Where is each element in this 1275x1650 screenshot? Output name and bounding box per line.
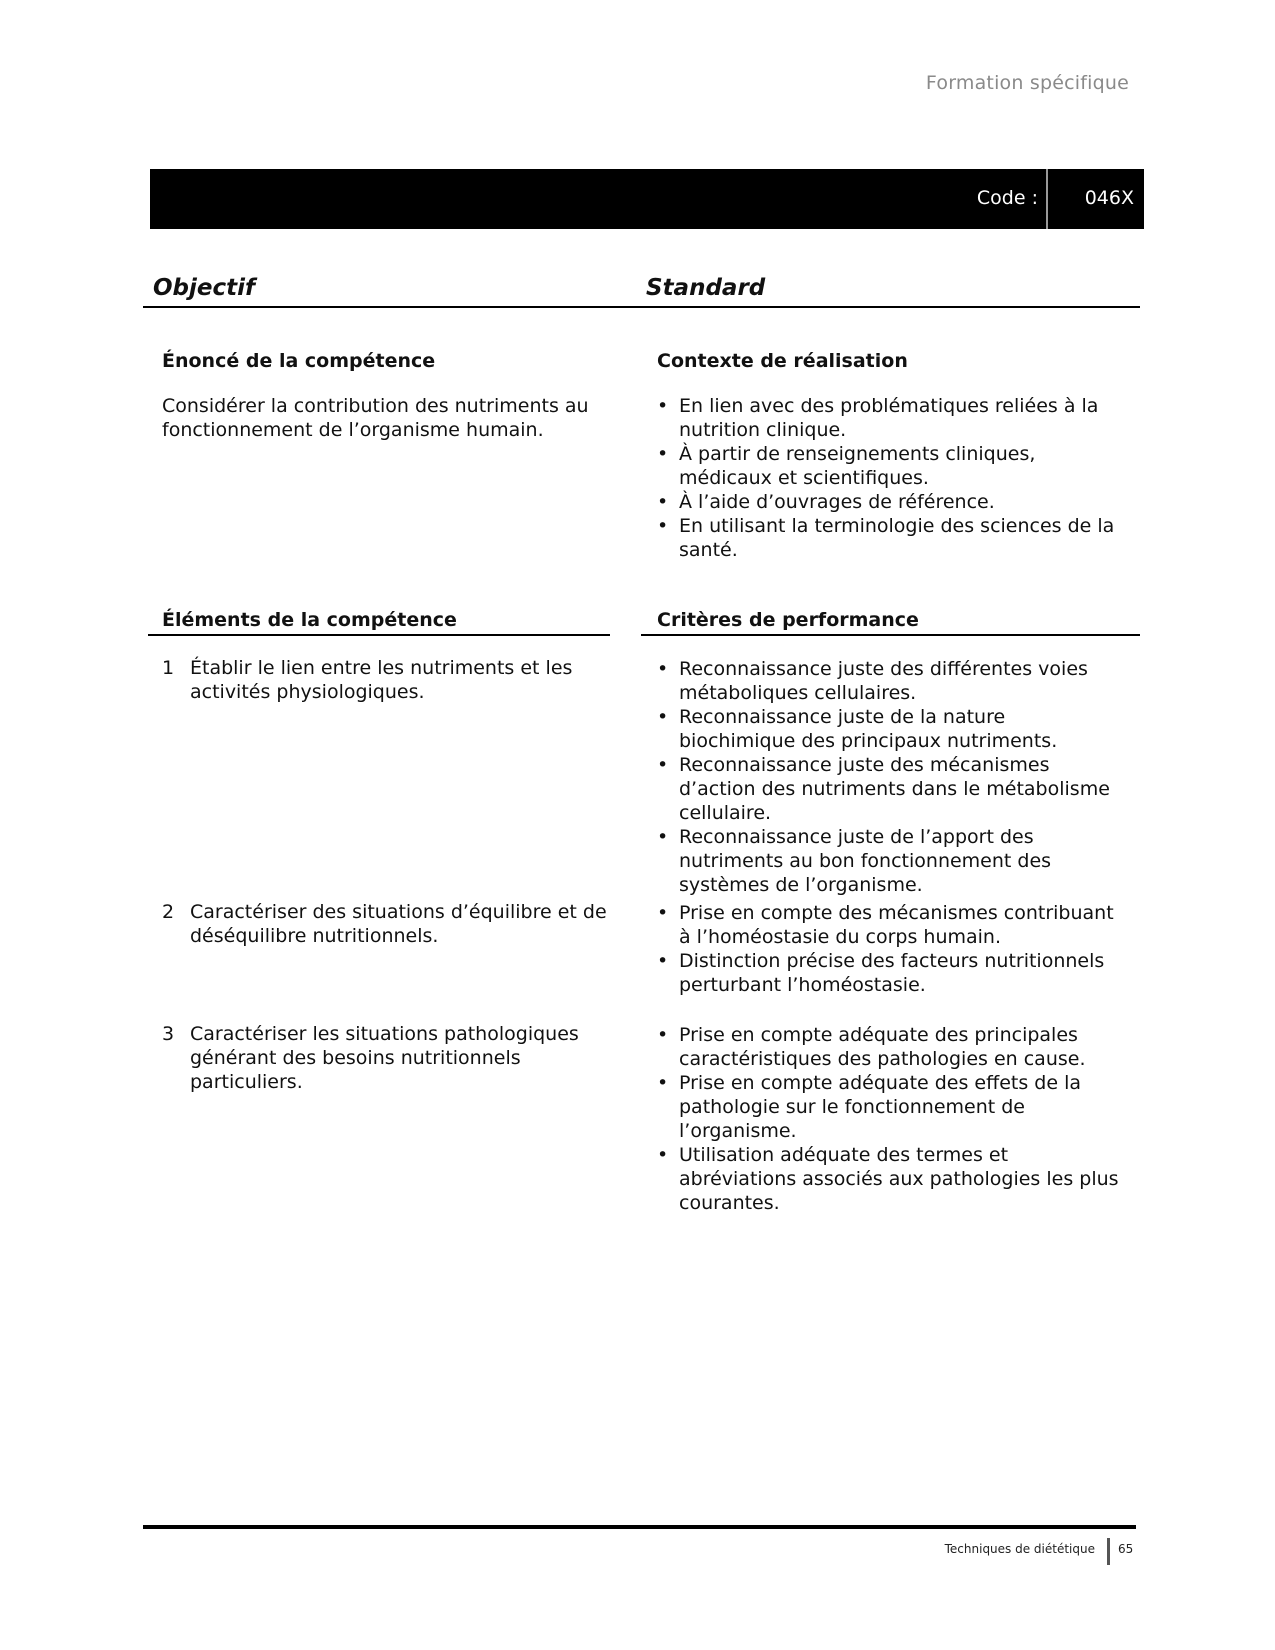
criteres-list [655,901,1127,997]
column-heading-standard: Standard [646,275,766,301]
criteres-rule [641,634,1140,636]
critere-item: • Reconnaissance juste des différentes voies métaboliques cellulaires. [655,657,1127,705]
element-item [162,656,632,704]
running-head: Formation spécifique [925,72,1129,94]
element-number: 2 [162,901,175,923]
criteres-list [655,1023,1127,1215]
enonce-text: Considérer la contribution des nutriments au fonctionnement de l’organisme humain. [162,395,589,441]
criteres-list [655,657,1127,897]
contexte-item: • À partir de renseignements cliniques, médicaux et scientifiques. [655,442,1125,490]
contexte-item: • En lien avec des problématiques reliées à la nutrition clinique. [655,394,1125,442]
contexte-list [655,394,1125,562]
element-number: 3 [162,1023,175,1045]
code-label: Code : [976,187,1038,209]
column-heading-objectif: Objectif [153,275,256,301]
critere-item: • Prise en compte adéquate des principales caractéristiques des pathologies en cause. [655,1023,1127,1071]
column-heading-rule [143,306,1140,308]
element-text: Caractériser des situations d’équilibre et de déséquilibre nutritionnels. [190,901,607,947]
footer-separator [1107,1538,1110,1565]
element-text: Caractériser les situations pathologiques générant des besoins nutritionnels particuliers. [190,1023,579,1093]
criteres-title: Critères de performance [657,609,919,631]
code-divider [1046,169,1048,229]
critere-item: • Reconnaissance juste de l’apport des nutriments au bon fonctionnement des systèmes de l’organisme. [655,825,1127,897]
elements-title: Éléments de la compétence [162,609,457,631]
page-number: 65 [1118,1542,1134,1556]
contexte-item: • En utilisant la terminologie des sciences de la santé. [655,514,1125,562]
enonce-title: Énoncé de la compétence [162,350,436,372]
code-bar [150,169,1144,229]
critere-item: • Reconnaissance juste des mécanismes d’action des nutriments dans le métabolisme cellulaire. [655,753,1127,825]
footer-rule [143,1525,1136,1529]
footer-title: Techniques de diététique [944,1542,1095,1556]
element-text: Établir le lien entre les nutriments et les activités physiologiques. [190,657,573,703]
contexte-item: • À l’aide d’ouvrages de référence. [655,490,1125,514]
critere-item: • Utilisation adéquate des termes et abréviations associés aux pathologies les plus courantes. [655,1143,1127,1215]
element-item [162,1022,632,1094]
critere-item: • Reconnaissance juste de la nature biochimique des principaux nutriments. [655,705,1127,753]
critere-item: • Distinction précise des facteurs nutritionnels perturbant l’homéostasie. [655,949,1127,997]
code-value: 046X [1084,187,1134,209]
element-item [162,900,632,948]
critere-item: • Prise en compte adéquate des effets de la pathologie sur le fonctionnement de l’organisme. [655,1071,1127,1143]
elements-rule [148,634,610,636]
element-number: 1 [162,657,175,679]
critere-item: • Prise en compte des mécanismes contribuant à l’homéostasie du corps humain. [655,901,1127,949]
contexte-title: Contexte de réalisation [657,350,908,372]
